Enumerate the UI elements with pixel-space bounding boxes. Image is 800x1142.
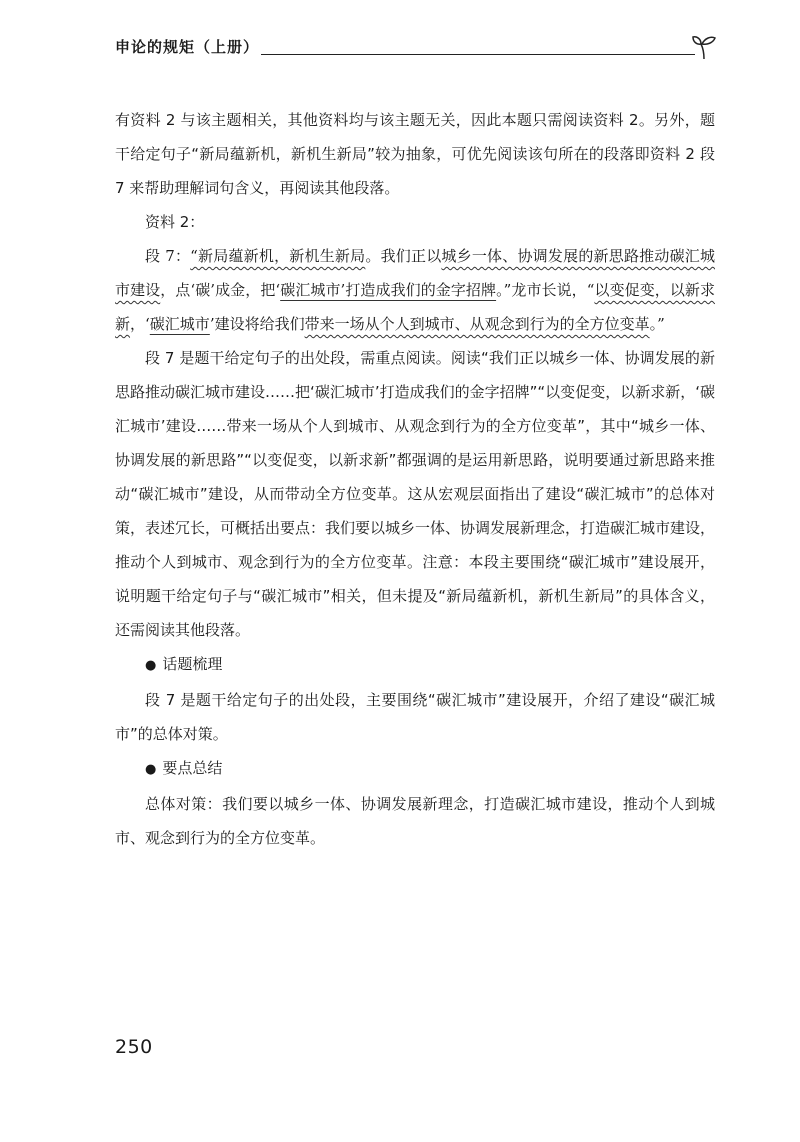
quote-segment: 碳汇城市 bbox=[149, 315, 210, 333]
quote-segment: 碳汇城市’打造成我们的金字招牌 bbox=[280, 281, 497, 299]
quote-prefix: 段 7： bbox=[145, 247, 191, 265]
running-header bbox=[115, 32, 715, 62]
sprout-icon bbox=[691, 32, 717, 60]
quote-segment: ，‘ bbox=[130, 315, 150, 333]
bullet-icon: ● bbox=[145, 762, 157, 777]
header-rule bbox=[261, 54, 695, 55]
source-label: 资料 2： bbox=[145, 213, 205, 231]
paragraph-topic: 段 7 是题干给定句子的出处段，主要围绕“碳汇城市”建设展开，介绍了建设“碳汇城市”的总体对策。 bbox=[115, 691, 715, 743]
quote-segment: 城乡一体、协调发展的新思路推动碳汇城市建设 bbox=[115, 247, 715, 299]
quote-segment: 以变促变，以新求新 bbox=[115, 281, 715, 333]
quote-segment: ’建设将给我们 bbox=[209, 315, 305, 333]
quoted-passage bbox=[115, 239, 715, 341]
page-body bbox=[115, 103, 715, 855]
book-title: 申论的规矩（上册） bbox=[115, 38, 260, 56]
paragraph-summary: 总体对策：我们要以城乡一体、协调发展新理念，打造碳汇城市建设，推动个人到城市、观念到行为的全方位变革。 bbox=[115, 795, 715, 847]
quote-segment: ，点‘碳’成金，把‘ bbox=[160, 281, 281, 299]
page-number: 250 bbox=[115, 1036, 153, 1058]
quote-segment: “新局蕴新机，新机生新局 bbox=[190, 247, 366, 265]
quote-segment: 带来一场从个人到城市、从观念到行为的全方位变革 bbox=[304, 315, 650, 333]
bullet-heading-summary bbox=[115, 751, 715, 787]
quote-segment: 。”龙市长说，“ bbox=[496, 281, 595, 299]
quote-segment: 。我们正以 bbox=[365, 247, 442, 265]
bullet-label: 话题梳理 bbox=[162, 655, 223, 673]
bullet-icon: ● bbox=[145, 658, 157, 673]
bullet-label: 要点总结 bbox=[162, 759, 223, 777]
bullet-heading-topic bbox=[115, 647, 715, 683]
paragraph-intro: 有资料 2 与该主题相关，其他资料均与该主题无关，因此本题只需阅读资料 2。另外，题干给定句子“新局蕴新机，新机生新局”较为抽象，可优先阅读该句所在的段落即资料 2 段 7 来帮助理解词句含义，再阅读其他段落。 bbox=[115, 111, 715, 197]
paragraph-analysis: 段 7 是题干给定句子的出处段，需重点阅读。阅读“我们正以城乡一体、协调发展的新思路推动碳汇城市建设……把‘碳汇城市’打造成我们的金字招牌”“以变促变，以新求新，‘碳汇城市’建设……带来一场从个人到城市、从观念到行为的全方位变革”，其中“城乡一体、协调发展的新思路”“以变促变，以新求新”都强调的是运用新思路，说明要通过新思路来推动“碳汇城市”建设，从而带动全方位变革。这从宏观层面指出了建设“碳汇城市”的总体对策，表述冗长，可概括出要点：我们要以城乡一体、协调发展新理念，打造碳汇城市建设，推动个人到城市、观念到行为的全方位变革。注意：本段主要围绕“碳汇城市”建设展开，说明题干给定句子与“碳汇城市”相关，但未提及“新局蕴新机，新机生新局”的具体含义，还需阅读其他段落。 bbox=[115, 349, 716, 639]
quote-segment: 。” bbox=[649, 315, 665, 333]
